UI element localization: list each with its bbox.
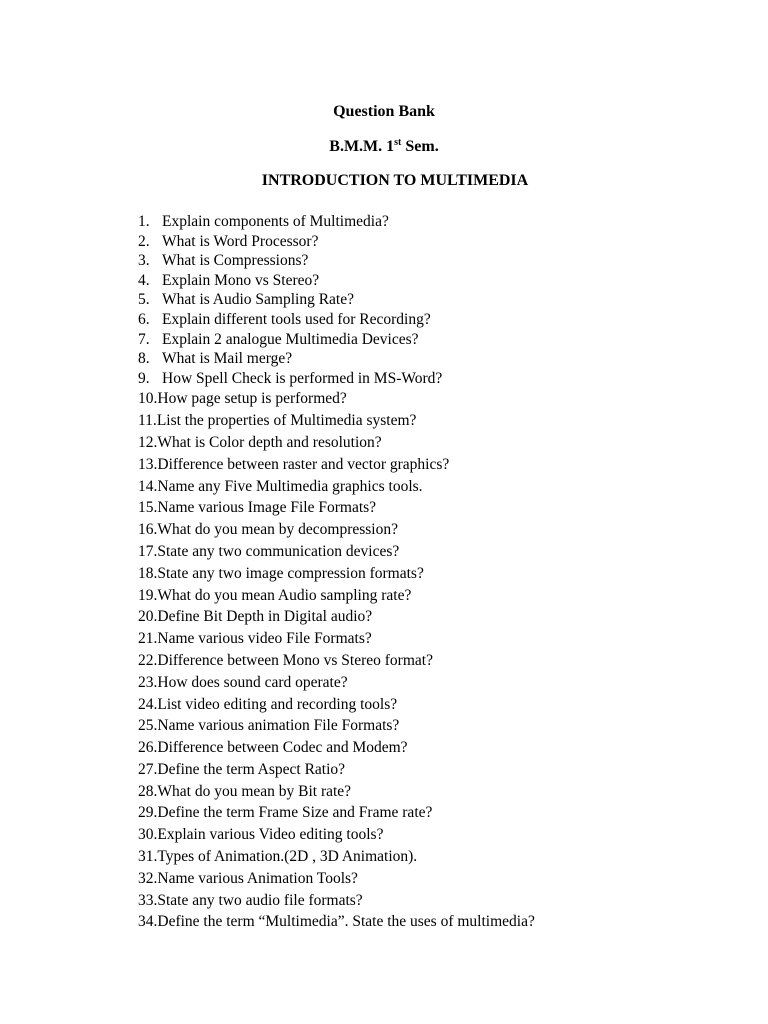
- question-item: [138, 388, 535, 410]
- question-item: [138, 519, 535, 541]
- question-number: 23.: [138, 673, 158, 691]
- question-number: 11.: [138, 412, 157, 430]
- question-number: 22.: [138, 651, 158, 669]
- question-item: [138, 410, 535, 432]
- question-text: Explain Mono vs Stereo?: [162, 271, 320, 289]
- question-text: What is Mail merge?: [162, 350, 293, 368]
- question-number: 8.: [138, 350, 150, 368]
- question-item: [138, 212, 535, 232]
- question-item: [138, 759, 535, 781]
- question-item: [138, 251, 535, 271]
- question-item: [138, 369, 535, 389]
- question-number: 28.: [138, 782, 158, 800]
- question-number: 19.: [138, 586, 158, 604]
- question-item: [138, 694, 535, 716]
- question-number: 16.: [138, 521, 158, 539]
- question-number: 29.: [138, 804, 158, 822]
- question-text: Difference between Mono vs Stereo format?: [157, 651, 433, 669]
- question-item: [138, 349, 535, 369]
- course-superscript: st: [394, 137, 402, 148]
- question-text: Define Bit Depth in Digital audio?: [157, 608, 373, 626]
- course-prefix: B.M.M. 1: [329, 138, 395, 155]
- question-list: [138, 212, 535, 933]
- question-item: [138, 497, 535, 519]
- question-item: [138, 715, 535, 737]
- question-text: How does sound card operate?: [157, 673, 348, 691]
- question-item: [138, 606, 535, 628]
- question-number: 26.: [138, 739, 158, 757]
- document-title: Question Bank: [333, 103, 435, 120]
- question-item: [138, 781, 535, 803]
- question-item: [138, 672, 535, 694]
- question-item: [138, 802, 535, 824]
- question-text: Name various video File Formats?: [157, 630, 372, 648]
- question-number: 18.: [138, 564, 158, 582]
- question-item: [138, 737, 535, 759]
- question-item: [138, 563, 535, 585]
- question-item: [138, 628, 535, 650]
- question-text: What do you mean Audio sampling rate?: [157, 586, 412, 604]
- question-text: Name various Animation Tools?: [157, 869, 358, 887]
- question-item: [138, 432, 535, 454]
- question-number: 10.: [138, 390, 158, 408]
- subject-heading: INTRODUCTION TO MULTIMEDIA: [261, 172, 529, 189]
- question-number: 24.: [138, 695, 158, 713]
- question-item: [138, 911, 535, 933]
- question-text: How Spell Check is performed in MS-Word?: [162, 369, 443, 387]
- question-item: [138, 846, 535, 868]
- question-item: [138, 541, 535, 563]
- question-number: 6.: [138, 310, 150, 328]
- question-number: 30.: [138, 826, 158, 844]
- question-item: [138, 585, 535, 607]
- question-item: [138, 310, 535, 330]
- question-text: State any two audio file formats?: [157, 891, 363, 909]
- question-text: Explain various Video editing tools?: [157, 826, 384, 844]
- question-number: 20.: [138, 608, 158, 626]
- question-number: 31.: [138, 848, 158, 866]
- question-text: State any two image compression formats?: [157, 564, 424, 582]
- question-text: What is Compressions?: [162, 252, 309, 270]
- question-number: 14.: [138, 477, 158, 495]
- question-text: List the properties of Multimedia system?: [156, 412, 417, 430]
- question-text: Define the term Frame Size and Frame rate?: [157, 804, 433, 822]
- question-number: 5.: [138, 291, 150, 309]
- question-number: 27.: [138, 760, 158, 778]
- question-item: [138, 890, 535, 912]
- question-text: Difference between raster and vector graphics?: [157, 455, 450, 473]
- question-number: 15.: [138, 499, 158, 517]
- question-text: State any two communication devices?: [157, 542, 400, 560]
- question-text: Define the term Aspect Ratio?: [157, 760, 346, 778]
- question-item: [138, 824, 535, 846]
- question-number: 33.: [138, 891, 158, 909]
- course-suffix: Sem.: [401, 138, 439, 155]
- question-text: What is Word Processor?: [162, 232, 319, 250]
- question-text: Name any Five Multimedia graphics tools.: [157, 477, 423, 495]
- question-number: 13.: [138, 455, 158, 473]
- question-number: 2.: [138, 232, 150, 250]
- question-text: Difference between Codec and Modem?: [157, 739, 408, 757]
- course-heading: [0, 137, 768, 157]
- question-number: 32.: [138, 869, 158, 887]
- question-number: 3.: [138, 252, 150, 270]
- question-text: What is Audio Sampling Rate?: [162, 291, 355, 309]
- question-item: [138, 232, 535, 252]
- question-item: [138, 868, 535, 890]
- question-number: 34.: [138, 913, 158, 931]
- question-text: Define the term “Multimedia”. State the uses of multimedia?: [157, 913, 535, 931]
- question-item: [138, 476, 535, 498]
- question-number: 4.: [138, 271, 150, 289]
- question-item: [138, 271, 535, 291]
- question-item: [138, 650, 535, 672]
- question-text: How page setup is performed?: [157, 390, 347, 408]
- question-text: Explain different tools used for Recording?: [162, 310, 431, 328]
- question-text: Name various Image File Formats?: [157, 499, 377, 517]
- question-text: What do you mean by Bit rate?: [157, 782, 352, 800]
- question-number: 1.: [138, 213, 150, 230]
- question-number: 12.: [138, 433, 158, 451]
- question-number: 9.: [138, 369, 150, 387]
- question-text: What do you mean by decompression?: [157, 521, 398, 539]
- question-text: Explain 2 analogue Multimedia Devices?: [162, 330, 419, 348]
- question-number: 21.: [138, 630, 158, 648]
- question-number: 17.: [138, 542, 158, 560]
- question-number: 7.: [138, 330, 150, 348]
- question-text: Explain components of Multimedia?: [162, 213, 389, 230]
- question-item: [138, 330, 535, 350]
- question-item: [138, 454, 535, 476]
- question-text: What is Color depth and resolution?: [157, 433, 382, 451]
- question-number: 25.: [138, 717, 158, 735]
- question-text: Name various animation File Formats?: [157, 717, 400, 735]
- question-item: [138, 290, 535, 310]
- question-text: Types of Animation.(2D , 3D Animation).: [157, 848, 418, 866]
- question-text: List video editing and recording tools?: [157, 695, 398, 713]
